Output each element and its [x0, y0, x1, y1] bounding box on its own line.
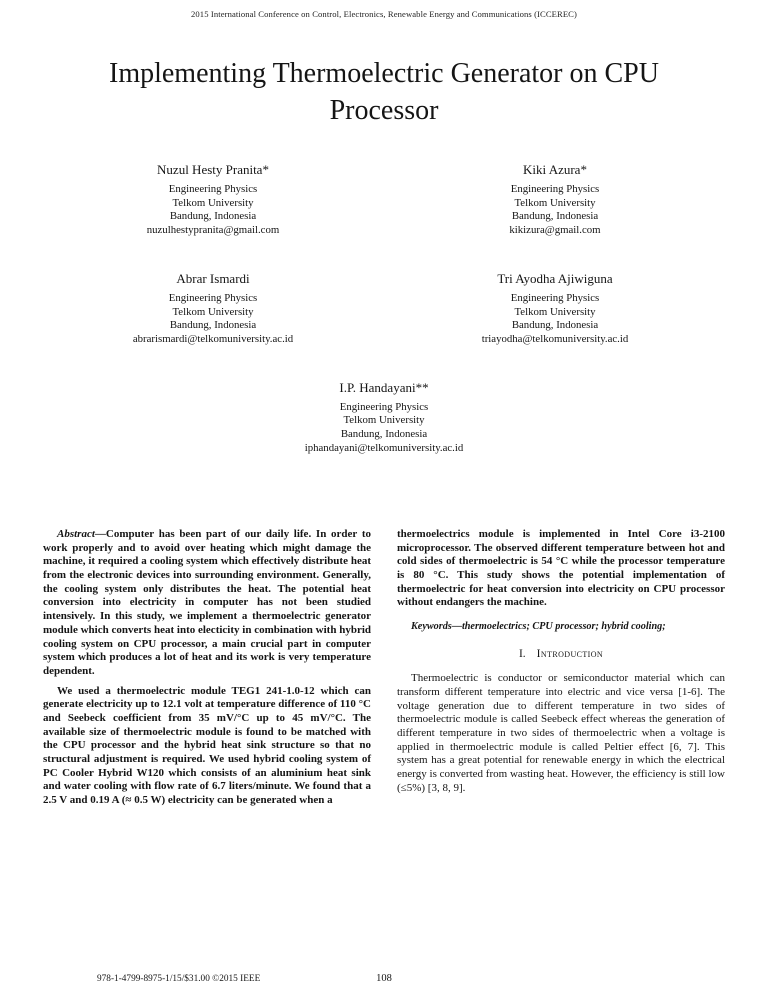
author-block-5	[234, 380, 534, 456]
author-dept: Engineering Physics	[510, 183, 600, 195]
author-email: abrarismardi@telkomuniversity.ac.id	[132, 332, 294, 345]
author-city: Bandung, Indonesia	[511, 319, 599, 332]
author-block-3	[63, 271, 363, 347]
author-dept: Engineering Physics	[168, 183, 258, 195]
author-row-1	[42, 162, 726, 238]
author-city: Bandung, Indonesia	[169, 210, 257, 223]
author-university: Telkom University	[172, 305, 254, 318]
authors-section	[42, 162, 726, 488]
author-city: Bandung, Indonesia	[169, 319, 257, 332]
author-name: Kiki Azura*	[523, 162, 587, 177]
copyright-notice: 978-1-4799-8975-1/15/$31.00 ©2015 IEEE	[97, 974, 261, 984]
author-university: Telkom University	[343, 414, 425, 427]
author-name: Abrar Ismardi	[176, 270, 250, 286]
author-dept: Engineering Physics	[339, 400, 429, 413]
abstract-paragraph-2: We used a thermoelectric module TEG1 241-1.0-12 which can generate electricity up to 12.1 volt at temperature difference of 110 °C and Seebeck coefficient from 35 mV/°C up to 45 mV/°C. The available size of thermoelectric module is found to be matched with the CPU processor and the hybrid heat sink structure so that no structural adjustment is required. We used hybrid cooling system of PC Cooler Hybrid W120 which consists of an aluminium heat sink and water cooling with flow rate of 6.7 liters/minute. We found that a 2.5 V and 0.19 A (≈ 0.5 W) electricity can be generated when a	[43, 684, 371, 807]
page-number: 108	[376, 973, 392, 984]
abstract-paragraph-1	[43, 528, 371, 679]
author-university: Telkom University	[514, 305, 596, 318]
author-city: Bandung, Indonesia	[511, 210, 599, 223]
author-dept: Engineering Physics	[168, 291, 258, 304]
author-email: kikizura@gmail.com	[509, 224, 601, 237]
author-row-2	[42, 271, 726, 347]
author-block-1	[63, 162, 363, 238]
author-email: iphandayani@telkomuniversity.ac.id	[304, 441, 464, 454]
author-row-3	[42, 380, 726, 456]
author-block-2	[405, 162, 705, 238]
abstract-paragraph-3: thermoelectrics module is implemented in Intel Core i3-2100 microprocessor. The observed different temperature between hot and cold sides of thermoelectric is 54 °C while the processor temperature is 80 °C. This study shows the potential implementation of thermoelectric for heat conversion into electricity on CPU processor without endangers the machine.	[397, 528, 725, 609]
abstract-label: Abstract	[57, 528, 95, 540]
author-email: nuzulhestypranita@gmail.com	[146, 224, 280, 237]
left-column	[43, 528, 371, 814]
introduction-paragraph-1: Thermoelectric is conductor or semiconductor material which can transform different temperature into electric and vice versa [1-6]. The voltage generation due to different temperature in two sides of thermoelectric module is called Seebeck effect whereas the generation of different temperature in two sides of thermoelectric when a voltage is applied in thermoelectric module is called Peltier effect [6, 7]. This system has a great potential for renewable energy in which the electrical energy is converted from wasting heat. However, the efficiency is still low (≤5%) [3, 8, 9].	[397, 672, 725, 794]
author-email: triayodha@telkomuniversity.ac.id	[481, 332, 629, 345]
section-title: Introduction	[536, 647, 604, 660]
section-heading-introduction	[397, 647, 725, 661]
author-university: Telkom University	[172, 196, 254, 209]
author-name: Nuzul Hesty Pranita*	[157, 162, 269, 177]
keywords-line: Keywords—thermoelectrics; CPU processor; hybrid cooling;	[411, 621, 666, 633]
conference-header: 2015 International Conference on Control, Electronics, Renewable Energy and Communications (ICCEREC)	[191, 9, 577, 19]
abstract-text-1: —Computer has been part of our daily life. In order to work properly and to avoid over heating which might damage the machine, it required a cooling system which effectively distribute heat from the electronic devices into surrounding environment. Generally, the cooling system only distributes the heat. The potential heat conversion into electricity in computer has not been studied intensively. In this study, we implement a thermoelectric generator module which converts heat into electicity in combination with hybrid cooling system on CPU processor, a main crucial part in computer system which produces a lot of heat and its work is very temperature dependent.	[43, 528, 371, 677]
right-column	[397, 528, 725, 814]
body-columns	[43, 528, 725, 814]
author-block-4	[405, 271, 705, 347]
paper-title: Implementing Thermoelectric Generator on CPU Processor	[109, 58, 659, 126]
author-dept: Engineering Physics	[510, 291, 600, 304]
author-city: Bandung, Indonesia	[340, 428, 428, 441]
section-number: I.	[518, 647, 526, 660]
author-university: Telkom University	[514, 196, 596, 209]
author-name: Tri Ayodha Ajiwiguna	[497, 270, 613, 286]
author-name: I.P. Handayani**	[339, 379, 429, 395]
